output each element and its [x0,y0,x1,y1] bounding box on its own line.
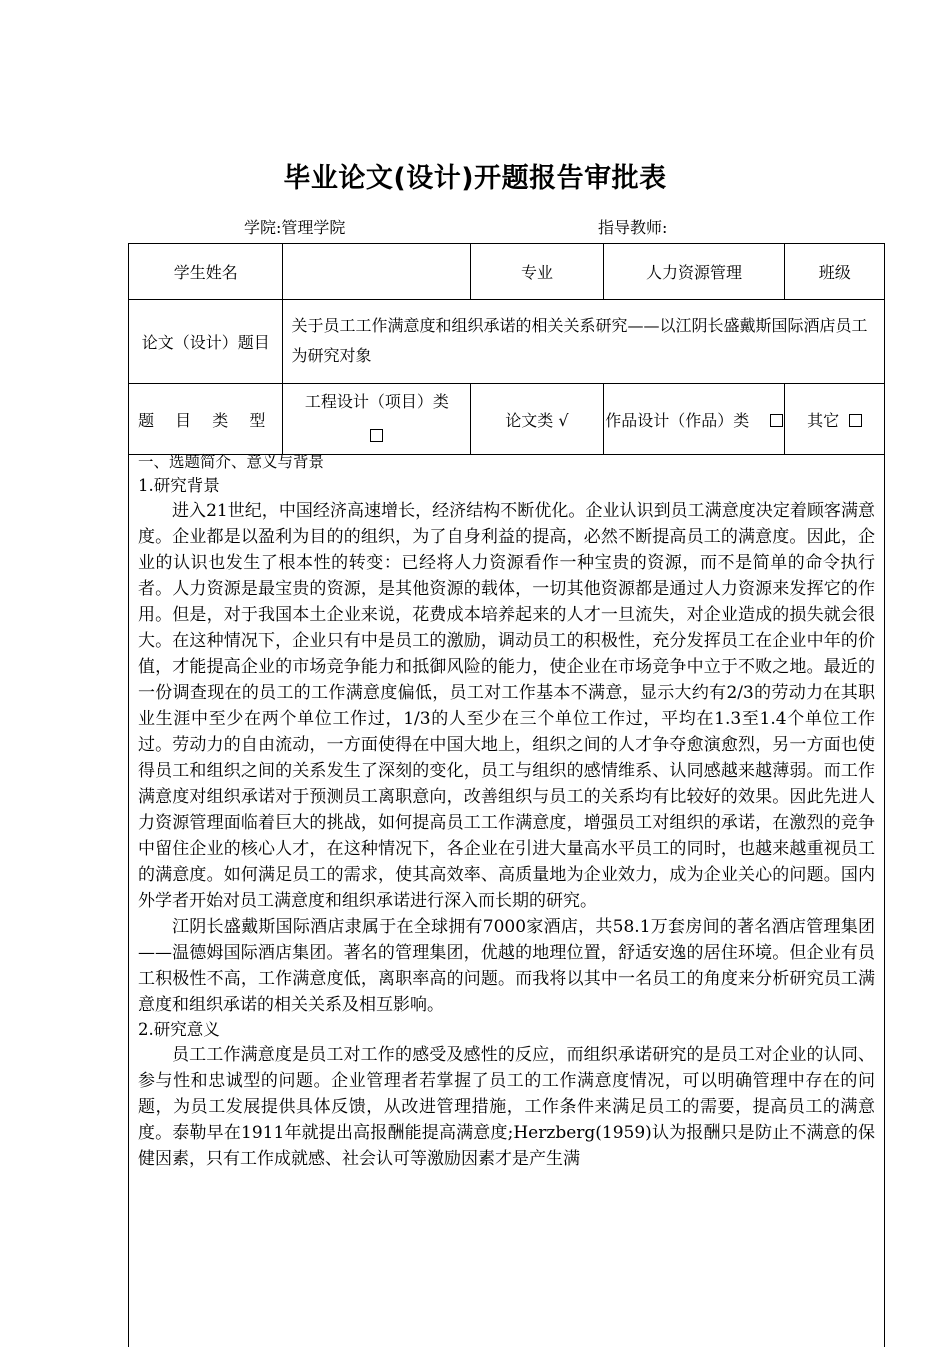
college-label: 学院:管理学院 [244,218,346,237]
approval-form-table [128,243,885,455]
checkbox-icon[interactable] [370,429,383,442]
class-label: 班级 [785,244,885,300]
major-field[interactable]: 人力资源管理 [603,244,785,300]
type-engineering-label: 工程设计（项目）类 [304,392,449,411]
paragraph: 进入21世纪，中国经济高速增长，经济结构不断优化。企业认识到员工满意度决定着顾客满意度。企业都是以盈利为目的的组织，为了自身利益的提高，必然不断提高员工的满意度。因此，企业的认识也发生了根本性的转变：已经将人力资源看作一种宝贵的资源，而不是简单的命令执行者。人力资源是最宝贵的资源，是其他资源的载体，一切其他资源都是通过人力资源来发挥它的作用。但是，对于我国本土企业来说，花费成本培养起来的人才一旦流失，对企业造成的损失就会很大。在这种情况下，企业只有中是员工的激励，调动员工的积极性，充分发挥员工在企业中年的价值，才能提高企业的市场竞争能力和抵御风险的能力，使企业在市场竞争中立于不败之地。最近的一份调查现在的员工的工作满意度偏低，员工对工作基本不满意，显示大约有2/3的劳动力在其职业生涯中至少在两个单位工作过，1/3的人至少在三个单位工作过，平均在1.3至1.4个单位工作过。劳动力的自由流动，一方面使得在中国大地上，组织之间的人才争夺愈演愈烈，另一方面也使得员工和组织之间的关系发生了深刻的变化，员工与组织的感情维系、认同感越来越薄弱。而工作满意度对组织承诺对于预测员工离职意向，改善组织与员工的关系均有比较好的效果。因此先进人力资源管理面临着巨大的挑战，如何提高员工工作满意度，增强员工对组织的承诺，在激烈的竞争中留住企业的核心人才，在这种情况下，各企业在引进大量高水平员工的同时，也越来越重视员工的满意度。如何满足员工的需求，使其高效率、高质量地为企业效力，成为企业关心的问题。国内外学者开始对员工满意度和组织承诺进行深入而长期的研究。 [138,501,875,911]
section-content [128,447,885,1347]
paragraph: 员工工作满意度是员工对工作的感受及感性的反应，而组织承诺研究的是员工对企业的认同、参与性和忠诚型的问题。企业管理者若掌握了员工的工作满意度情况，可以明确管理中存在的问题，为员工发展提供具体反馈，从改进管理措施，工作条件来满足员工的需要，提高员工的满意度。泰勒早在1911年就提出高报酬能提高满意度;Herzberg(1959)认为报酬只是防止不满意的保健因素，只有工作成就感、社会认可等激励因素才是产生满 [138,1045,875,1169]
checkbox-icon[interactable] [849,414,862,427]
major-label: 专业 [471,244,603,300]
subheading-significance: 2.研究意义 [138,1020,220,1039]
type-works-label: 作品设计（作品）类 [605,410,750,430]
type-paper-option[interactable]: 论文类 √ [471,384,603,455]
subheading-background: 1.研究背景 [138,476,220,495]
checkbox-icon[interactable] [770,414,783,427]
type-label [129,384,283,455]
topic-label: 论文（设计）题目 [129,300,283,384]
type-works-option[interactable] [603,384,785,455]
student-name-label: 学生姓名 [129,244,283,300]
paragraph: 江阴长盛戴斯国际酒店隶属于在全球拥有7000家酒店，共58.1万套房间的著名酒店管理集团——温德姆国际酒店集团。著名的管理集团，优越的地理位置，舒适安逸的居住环境。但企业有员工积极性不高，工作满意度低，离职率高的问题。而我将以其中一名员工的角度来分析研究员工满意度和组织承诺的相关关系及相互影响。 [138,917,875,1015]
type-other-option[interactable] [785,384,885,455]
type-label-text: 题 目 类 型 [138,410,274,430]
section-heading: 一、选题简介、意义与背景 [138,453,325,471]
type-other-label: 其它 [807,410,840,430]
topic-field[interactable]: 关于员工工作满意度和组织承诺的相关关系研究——以江阴长盛戴斯国际酒店员工为研究对象 [283,300,885,384]
page-title: 毕业论文(设计)开题报告审批表 [283,163,667,194]
advisor-label: 指导教师: [598,218,668,237]
student-name-field[interactable] [283,244,471,300]
type-engineering-option[interactable] [283,384,471,455]
